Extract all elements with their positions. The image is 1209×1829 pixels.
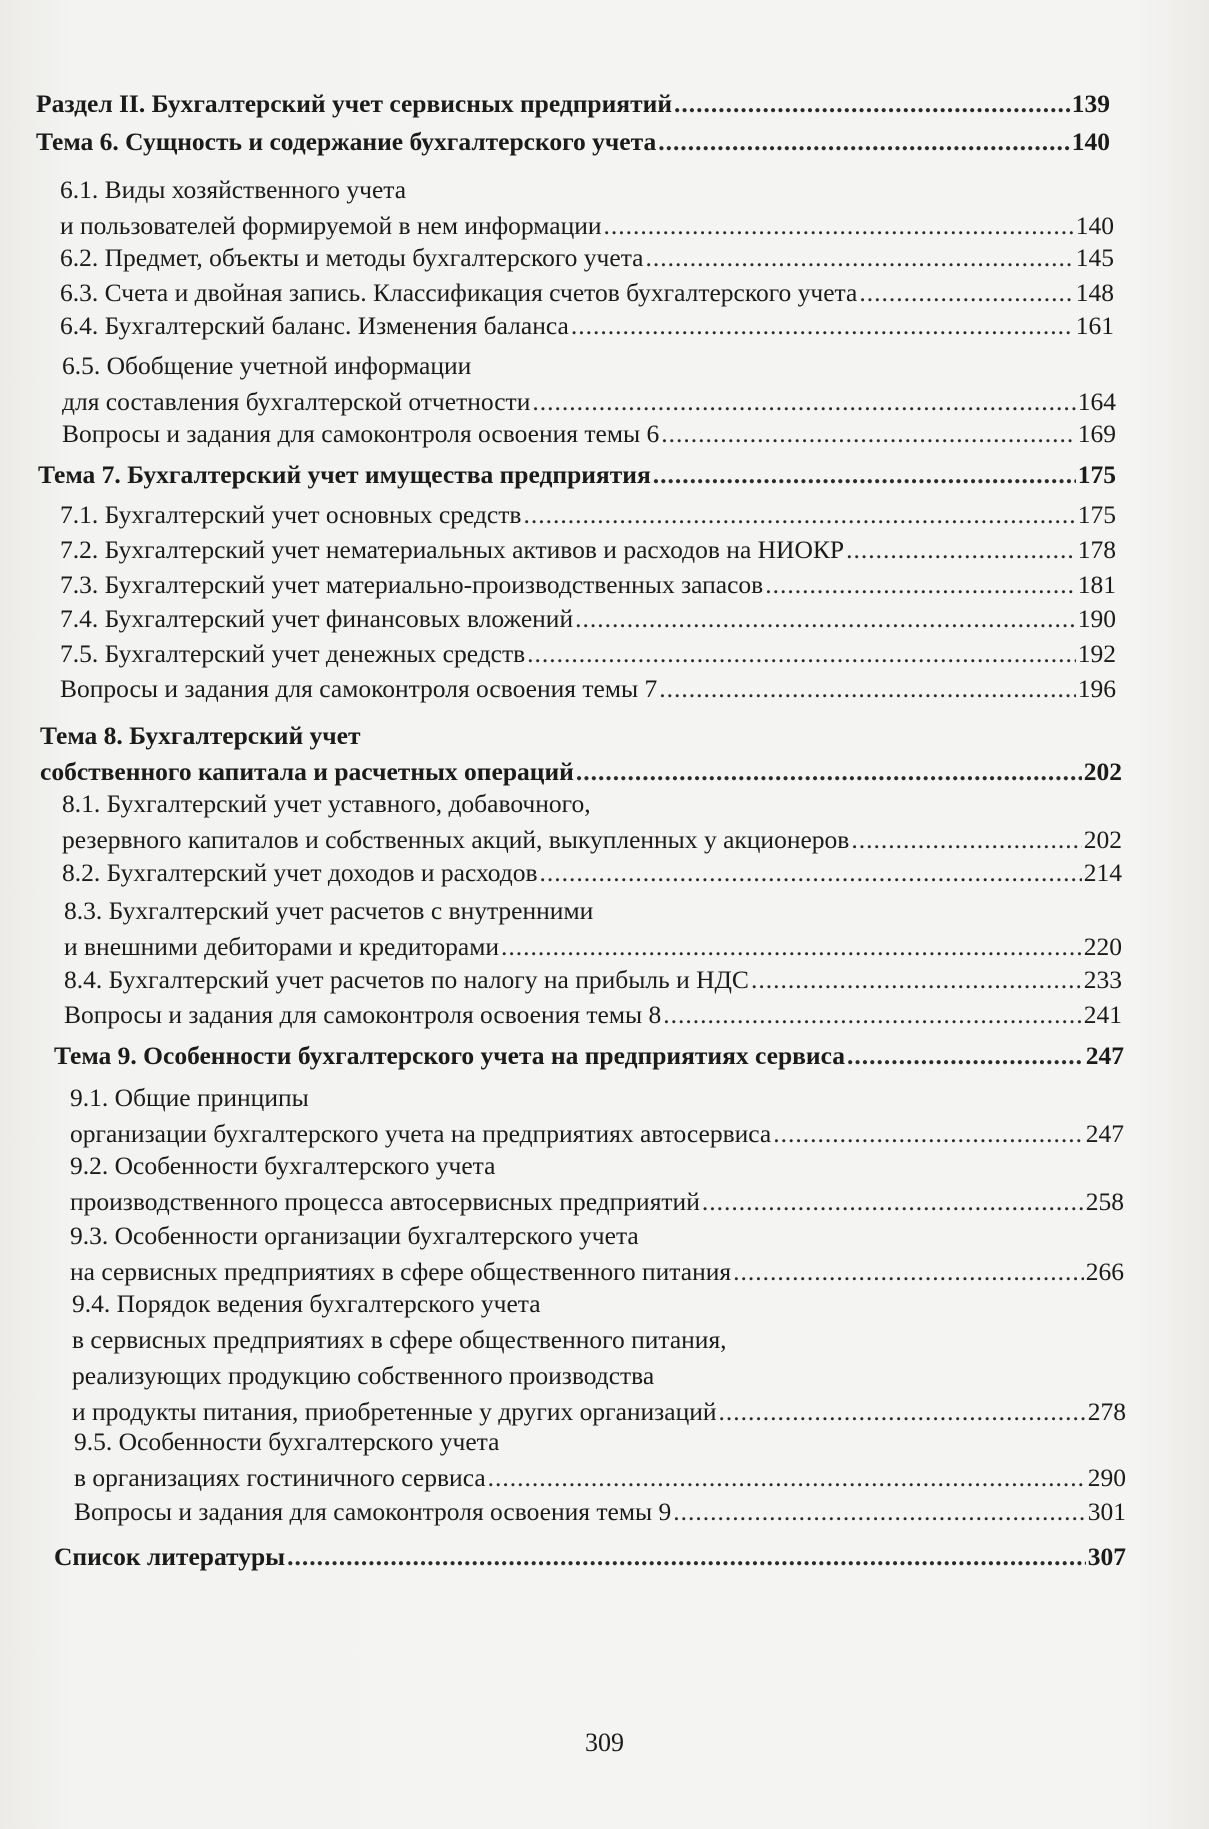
toc-entry-title: 7.3. Бухгалтерский учет материально-производственных запасов (60, 570, 764, 599)
toc-heading-entry[interactable] (36, 86, 1110, 122)
dot-leader (501, 929, 1082, 965)
toc-page-number: 148 (1075, 278, 1114, 307)
toc-page-number: 140 (1075, 211, 1114, 240)
toc-entry-title: 7.4. Бухгалтерский учет финансовых вложений (60, 604, 574, 633)
page-number: 309 (585, 1728, 624, 1757)
dot-leader (773, 1116, 1084, 1152)
toc-entry[interactable] (60, 172, 1114, 244)
toc-entry-title: Тема 7. Бухгалтерский учет имущества предприятия (38, 460, 651, 489)
toc-entry-title: 8.4. Бухгалтерский учет расчетов по налогу на прибыль и НДС (64, 965, 749, 994)
toc-entry[interactable] (74, 1424, 1126, 1496)
toc-entry-title: Тема 9. Особенности бухгалтерского учета на предприятиях сервиса (54, 1041, 845, 1070)
toc-entry[interactable] (60, 671, 1116, 707)
toc-entry-title: 8.3. Бухгалтерский учет расчетов с внутренними (64, 896, 594, 925)
toc-page-number: 214 (1083, 858, 1122, 887)
toc-entry-title: 9.5. Особенности бухгалтерского учета (74, 1427, 500, 1456)
toc-entry[interactable] (62, 416, 1116, 452)
toc-page-number: 169 (1077, 419, 1116, 448)
toc-page-number: 178 (1077, 535, 1116, 564)
toc-entry-title: для составления бухгалтерской отчетности (62, 387, 531, 416)
dot-leader (575, 601, 1076, 637)
toc-entry[interactable] (60, 275, 1114, 311)
dot-leader (674, 86, 1070, 122)
toc-page-number: 266 (1085, 1257, 1124, 1286)
toc-page-number: 258 (1085, 1187, 1124, 1216)
toc-page-number: 196 (1077, 674, 1116, 703)
toc-page-number: 247 (1085, 1041, 1124, 1070)
toc-page-number: 307 (1087, 1542, 1126, 1571)
toc-page-number: 290 (1087, 1463, 1126, 1492)
toc-entry[interactable] (60, 601, 1116, 637)
dot-leader (851, 822, 1081, 858)
toc-page-number: 192 (1077, 639, 1116, 668)
toc-entry-title: 6.1. Виды хозяйственного учета (60, 175, 407, 204)
toc-page-number: 301 (1087, 1497, 1126, 1526)
toc-entry-title: 8.2. Бухгалтерский учет доходов и расходов (62, 858, 538, 887)
toc-entry-title: 7.2. Бухгалтерский учет нематериальных активов и расходов на НИОКР (60, 535, 845, 564)
toc-page-number: 247 (1085, 1119, 1124, 1148)
toc-heading-entry[interactable] (38, 457, 1116, 493)
dot-leader (287, 1539, 1086, 1575)
dot-leader (846, 532, 1076, 568)
toc-entry[interactable] (74, 1494, 1126, 1530)
toc-page-number: 175 (1077, 460, 1116, 489)
dot-leader (733, 1254, 1084, 1290)
toc-entry-title: Список литературы (54, 1542, 286, 1571)
toc-entry[interactable] (70, 1080, 1124, 1152)
dot-leader (702, 1184, 1084, 1220)
toc-page-number: 202 (1083, 757, 1122, 786)
toc-entry-title: 6.2. Предмет, объекты и методы бухгалтерского учета (60, 243, 644, 272)
dot-leader (658, 124, 1070, 160)
toc-entry-title: резервного капиталов и собственных акций, выкупленных у акционеров (62, 825, 850, 854)
dot-leader (540, 855, 1082, 891)
toc-entry-title: Вопросы и задания для самоконтроля освоения темы 7 (60, 674, 658, 703)
toc-entry-title: в сервисных предприятиях в сфере общественного питания, (72, 1325, 727, 1354)
toc-entry-title: 6.4. Бухгалтерский баланс. Изменения баланса (60, 311, 569, 340)
toc-entry-title: Раздел II. Бухгалтерский учет сервисных предприятий (36, 89, 673, 118)
toc-entry[interactable] (70, 1148, 1124, 1220)
dot-leader (645, 240, 1073, 276)
toc-entry-title: Тема 6. Сущность и содержание бухгалтерского учета (36, 127, 657, 156)
toc-entry-title: и пользователей формируемой в нем информации (60, 211, 602, 240)
dot-leader (663, 997, 1082, 1033)
toc-entry[interactable] (62, 786, 1122, 858)
toc-entry-title: организации бухгалтерского учета на предприятиях автосервиса (70, 1119, 772, 1148)
toc-entry[interactable] (60, 240, 1114, 276)
toc-entry[interactable] (62, 348, 1116, 420)
toc-page-number: 140 (1071, 127, 1110, 156)
toc-heading-entry[interactable] (54, 1539, 1126, 1575)
toc-page-number: 190 (1077, 604, 1116, 633)
dot-leader (523, 497, 1075, 533)
dot-leader (659, 671, 1076, 707)
toc-entry-title: 6.3. Счета и двойная запись. Классификация счетов бухгалтерского учета (60, 278, 858, 307)
toc-page-number: 241 (1083, 1000, 1122, 1029)
toc-entry[interactable] (64, 893, 1122, 965)
toc-entry-title: 9.1. Общие принципы (70, 1083, 309, 1112)
dot-leader (576, 754, 1082, 790)
toc-entry-title: 8.1. Бухгалтерский учет уставного, добавочного, (62, 789, 591, 818)
toc-page-number: 175 (1077, 500, 1116, 529)
toc-entry-title: в организациях гостиничного сервиса (74, 1463, 486, 1492)
dot-leader (661, 416, 1076, 452)
toc-entry[interactable] (60, 567, 1116, 603)
toc-entry-title: на сервисных предприятиях в сфере общественного питания (70, 1257, 732, 1286)
toc-page-number: 233 (1083, 965, 1122, 994)
toc-entry-title: Вопросы и задания для самоконтроля освоения темы 6 (62, 419, 660, 448)
toc-page-number: 164 (1077, 387, 1116, 416)
toc-entry[interactable] (70, 1218, 1124, 1290)
dot-leader (859, 275, 1073, 311)
toc-entry[interactable] (60, 497, 1116, 533)
toc-entry-title: реализующих продукцию собственного производства (72, 1361, 655, 1390)
dot-leader (532, 384, 1075, 420)
dot-leader (847, 1038, 1084, 1074)
toc-page-number: 161 (1075, 311, 1114, 340)
toc-page-number: 278 (1087, 1397, 1126, 1426)
toc-entry-title: 7.1. Бухгалтерский учет основных средств (60, 500, 522, 529)
toc-page-number: 181 (1077, 570, 1116, 599)
toc-page-number: 220 (1083, 932, 1122, 961)
toc-entry[interactable] (60, 532, 1116, 568)
toc-entry-title: Вопросы и задания для самоконтроля освоения темы 9 (74, 1497, 672, 1526)
toc-entry-title: 7.5. Бухгалтерский учет денежных средств (60, 639, 526, 668)
toc-entry[interactable] (64, 997, 1122, 1033)
toc-page-number: 145 (1075, 243, 1114, 272)
toc-entry-title: 9.2. Особенности бухгалтерского учета (70, 1151, 496, 1180)
dot-leader (527, 636, 1076, 672)
toc-page-number: 139 (1071, 89, 1110, 118)
toc-entry-title: Тема 8. Бухгалтерский учет (40, 721, 361, 750)
toc-entry-title: 6.5. Обобщение учетной информации (62, 351, 472, 380)
dot-leader (673, 1494, 1086, 1530)
toc-entry[interactable] (60, 308, 1114, 344)
dot-leader (488, 1460, 1086, 1496)
dot-leader (571, 308, 1074, 344)
toc-entry-title: 9.4. Порядок ведения бухгалтерского учета (72, 1289, 541, 1318)
toc-entry[interactable] (64, 962, 1122, 998)
toc-entry-title: 9.3. Особенности организации бухгалтерского учета (70, 1221, 639, 1250)
toc-heading-entry[interactable] (54, 1038, 1124, 1074)
dot-leader (751, 962, 1082, 998)
toc-entry[interactable] (60, 636, 1116, 672)
dot-leader (653, 457, 1076, 493)
toc-entry[interactable] (62, 855, 1122, 891)
toc-entry-title: и внешними дебиторами и кредиторами (64, 932, 499, 961)
toc-entry-title: и продукты питания, приобретенные у других организаций (72, 1397, 717, 1426)
dot-leader (604, 208, 1074, 244)
dot-leader (765, 567, 1076, 603)
toc-entry-title: производственного процесса автосервисных предприятий (70, 1187, 700, 1216)
toc-entry-title: собственного капитала и расчетных операций (40, 757, 574, 786)
toc-entry[interactable] (72, 1286, 1126, 1430)
toc-heading-entry[interactable] (40, 718, 1122, 790)
toc-heading-entry[interactable] (36, 124, 1110, 160)
toc-page-number: 202 (1083, 825, 1122, 854)
toc-entry-title: Вопросы и задания для самоконтроля освоения темы 8 (64, 1000, 662, 1029)
